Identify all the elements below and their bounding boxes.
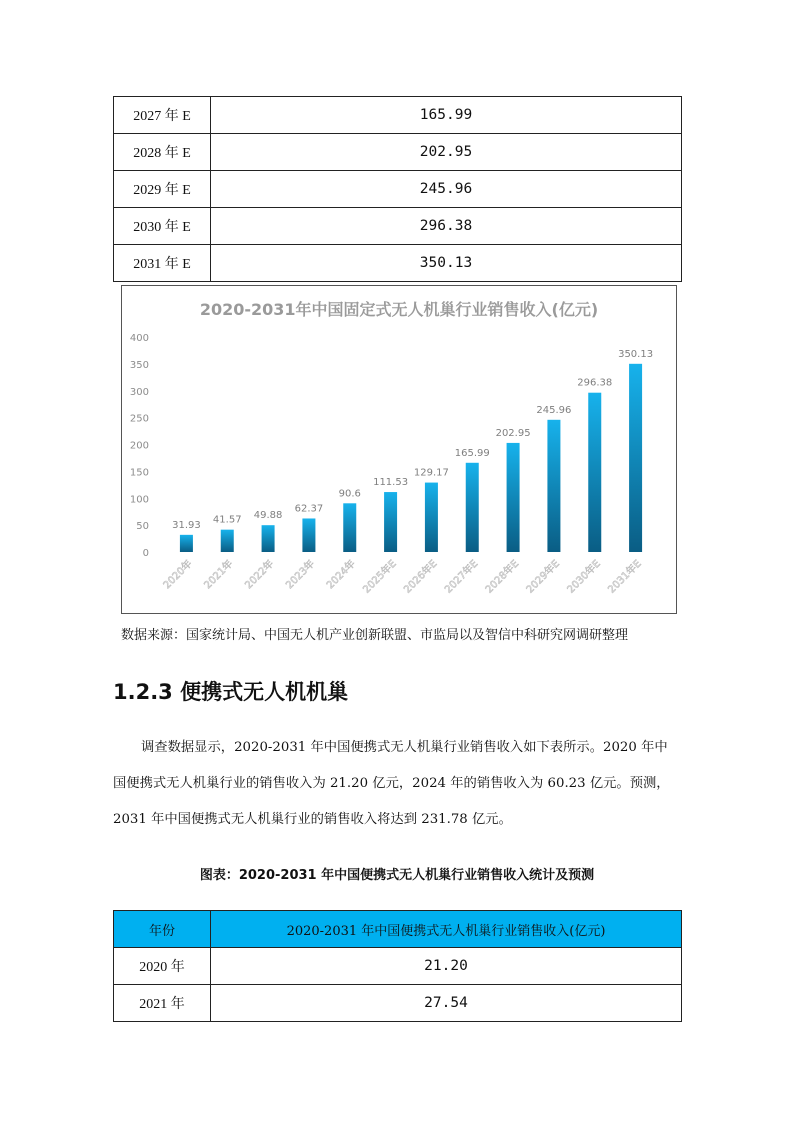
x-tick-label: 2030年E (565, 558, 603, 596)
bar (343, 503, 356, 552)
data-label: 31.93 (172, 519, 201, 531)
table-row (114, 134, 682, 171)
value-cell: 245.96 (211, 171, 682, 208)
paragraph-line: 调查数据显示，2020-2031 年中国便携式无人机巢行业销售收入如下表所示。2020 年中 (141, 740, 668, 755)
x-tick-label: 2022年 (243, 558, 277, 592)
year-cell: 2028 年 E (114, 134, 211, 171)
data-label: 296.38 (577, 377, 613, 389)
data-label: 245.96 (536, 404, 572, 416)
y-tick-label: 350 (129, 359, 149, 371)
header-value: 2020-2031 年中国便携式无人机巢行业销售收入(亿元) (211, 911, 682, 948)
y-tick-label: 400 (129, 333, 149, 344)
bar (262, 525, 275, 552)
bar (466, 463, 479, 552)
value-cell: 350.13 (211, 245, 682, 282)
year-cell: 2020 年 (114, 948, 211, 985)
y-tick-label: 150 (129, 467, 149, 479)
x-tick-label: 2031年E (606, 558, 644, 596)
x-tick-label: 2023年 (284, 558, 318, 592)
fixed-nest-revenue-table-continued (113, 96, 682, 282)
value-cell: 296.38 (211, 208, 682, 245)
bar (302, 518, 315, 552)
year-cell: 2029 年 E (114, 171, 211, 208)
bar (629, 364, 642, 552)
data-label: 202.95 (495, 427, 531, 439)
paragraph-line: 2031 年中国便携式无人机巢行业的销售收入将达到 231.78 亿元。 (113, 812, 512, 827)
data-label: 90.6 (338, 488, 361, 500)
data-label: 350.13 (618, 348, 654, 360)
x-tick-label: 2027年E (443, 558, 481, 596)
bar (180, 535, 193, 552)
table-header-row (114, 911, 682, 948)
y-tick-label: 50 (136, 521, 149, 533)
value-cell: 27.54 (211, 985, 682, 1022)
data-label: 49.88 (253, 510, 283, 522)
bar (547, 420, 560, 552)
bar (507, 443, 520, 552)
table-row (114, 245, 682, 282)
x-tick-label: 2025年E (361, 558, 399, 596)
value-cell: 21.20 (211, 948, 682, 985)
data-label: 62.37 (294, 503, 324, 515)
table-row (114, 985, 682, 1022)
x-tick-label: 2020年 (161, 558, 195, 592)
table-row (114, 171, 682, 208)
y-tick-label: 0 (142, 548, 149, 559)
x-tick-label: 2029年E (524, 558, 563, 596)
bar (384, 492, 397, 552)
x-tick-label: 2026年E (402, 558, 440, 596)
x-tick-label: 2024年 (325, 558, 358, 592)
revenue-bar-chart (121, 285, 677, 614)
year-cell: 2021 年 (114, 985, 211, 1022)
y-tick-label: 250 (129, 413, 149, 425)
header-year: 年份 (114, 911, 211, 948)
chart-title: 2020-2031年中国固定式无人机巢行业销售收入(亿元) (199, 300, 599, 319)
year-cell: 2030 年 E (114, 208, 211, 245)
table-row (114, 97, 682, 134)
data-label: 165.99 (454, 447, 490, 459)
data-source-note: 数据来源：国家统计局、中国无人机产业创新联盟、市监局以及智信中科研究网调研整理 (121, 628, 629, 643)
portable-nest-revenue-table (113, 910, 682, 1022)
data-label: 129.17 (413, 467, 449, 479)
year-cell: 2031 年 E (114, 245, 211, 282)
chart-svg (122, 286, 676, 613)
section-heading: 1.2.3 便携式无人机机巢 (113, 680, 349, 704)
value-cell: 202.95 (211, 134, 682, 171)
y-tick-label: 200 (129, 440, 149, 452)
data-label: 41.57 (212, 514, 242, 526)
value-cell: 165.99 (211, 97, 682, 134)
y-tick-label: 300 (129, 386, 149, 398)
bar (588, 393, 601, 552)
table-caption: 图表：2020-2031 年中国便携式无人机巢行业销售收入统计及预测 (199, 868, 595, 883)
x-tick-label: 2028年E (483, 558, 522, 596)
data-label: 111.53 (373, 477, 409, 489)
y-tick-label: 100 (129, 494, 149, 506)
year-cell: 2027 年 E (114, 97, 211, 134)
x-tick-label: 2021年 (202, 558, 236, 592)
bar (425, 483, 438, 552)
paragraph-line: 国便携式无人机巢行业的销售收入为 21.20 亿元，2024 年的销售收入为 60.23 亿元。预测， (113, 776, 670, 791)
table-row (114, 208, 682, 245)
table-row (114, 948, 682, 985)
bar (221, 530, 234, 552)
